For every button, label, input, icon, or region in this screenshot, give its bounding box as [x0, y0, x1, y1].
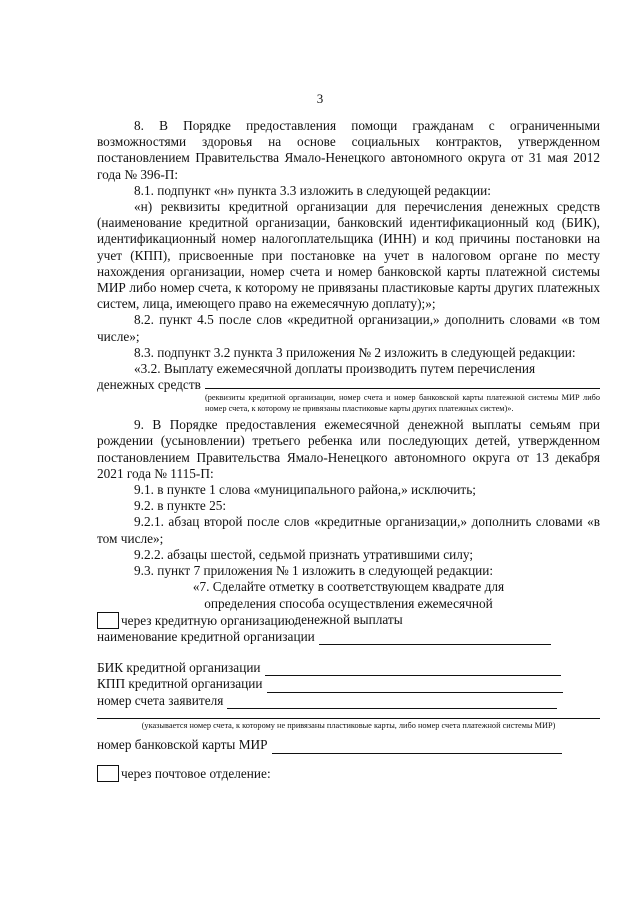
bik-field[interactable] [265, 663, 561, 676]
bank-details [97, 660, 600, 754]
paragraph-8: 8. В Порядке предоставления помощи гражданам с ограниченными возможностями здоровья на основе социальных контрактов, утвержденном постановлением Правительства Ямало-Ненецкого автономного округа от 31 мая 2012 года № 396-П: [97, 118, 600, 182]
paragraph-8-3: 8.3. подпункт 3.2 пункта 3 приложения № 2 изложить в следующей редакции: [134, 344, 576, 360]
requisites-caption: (реквизиты кредитной организации, номер счета и номер банковской карты платежной системы МИР либо номер счета, к которому не привязаны пластиковые карты других платежных систем)». [205, 393, 600, 413]
post-option [97, 765, 600, 782]
account-field[interactable] [227, 696, 557, 709]
paragraph-8-1: 8.1. подпункт «н» пункта 3.3 изложить в следующей редакции: [134, 182, 491, 198]
option-post-row [97, 765, 600, 782]
paragraph-3-2: «3.2. Выплату ежемесячной доплаты производить путем перечисления [134, 361, 536, 377]
page-number: 3 [316, 91, 324, 106]
document-body [97, 118, 600, 628]
kpp-label: КПП кредитной организации [97, 676, 263, 692]
paragraph-9-2-1: 9.2.1. абзац второй после слов «кредитные организации,» дополнить словами «в том числе»; [97, 514, 600, 546]
mir-row [97, 737, 600, 753]
account-caption: (указывается номер счета, к которому не привязаны пластиковые карты, либо номер счета платежной системы МИР) [141, 721, 556, 731]
kpp-row [97, 676, 600, 692]
account-row [97, 693, 600, 709]
kpp-field[interactable] [267, 680, 563, 693]
payment-method-form [97, 612, 600, 645]
paragraph-9-3: 9.3. пункт 7 приложения № 1 изложить в следующей редакции: [134, 563, 494, 579]
option-credit-row [97, 612, 600, 629]
credit-checkbox[interactable] [97, 612, 119, 629]
mir-label: номер банковской карты МИР [97, 737, 268, 753]
bank-name-label: наименование кредитной организации [97, 629, 315, 644]
post-checkbox[interactable] [97, 765, 119, 782]
mir-field[interactable] [272, 741, 562, 754]
bank-name-row [97, 629, 600, 645]
funds-label: денежных средств [97, 377, 201, 393]
paragraph-9-1: 9.1. в пункте 1 слова «муниципального района,» исключить; [134, 482, 476, 498]
option-credit-label: через кредитную организацию: [121, 612, 299, 628]
account-extra-line[interactable] [97, 717, 600, 719]
bank-name-field[interactable] [319, 632, 551, 645]
funds-blank-line [205, 377, 600, 389]
option-post-label: через почтовое отделение: [121, 765, 271, 781]
account-label: номер счета заявителя [97, 692, 224, 708]
paragraph-8-2: 8.2. пункт 4.5 после слов «кредитной организации,» дополнить словами «в том числе»; [97, 312, 600, 344]
bik-label: БИК кредитной организации [97, 660, 261, 675]
bik-row [97, 660, 600, 676]
form-heading: «7. Сделайте отметку в соответствующем квадрате для определения способа осуществления ежемесячной денежной выплаты [192, 579, 505, 627]
paragraph-8-1-text: «н) реквизиты кредитной организации для перечисления денежных средств (наименование кредитной организации, банковский идентификационный код (БИК), идентификационный номер налогоплательщика (ИНН) и код причины постановки на учет (КПП), присвоенные при постановке на учет в налоговом органе по месту нахождения организации, номер счета и номер банковской карты платежной системы МИР либо номер счета, к которому не привязаны пластиковые карты других платежных систем, лица, имеющего право на ежемесячную доплату);»; [97, 199, 600, 312]
paragraph-9-2: 9.2. в пункте 25: [134, 498, 227, 514]
funds-line [97, 377, 600, 393]
paragraph-9-2-2: 9.2.2. абзацы шестой, седьмой признать утратившими силу; [134, 546, 474, 562]
paragraph-9: 9. В Порядке предоставления ежемесячной денежной выплаты семьям при рождении (усыновлении) третьего ребенка или последующих детей, утвержденном постановлением Правительства Ямало-Ненецкого автономного округа от 13 декабря 2021 года № 1115-П: [97, 417, 600, 481]
